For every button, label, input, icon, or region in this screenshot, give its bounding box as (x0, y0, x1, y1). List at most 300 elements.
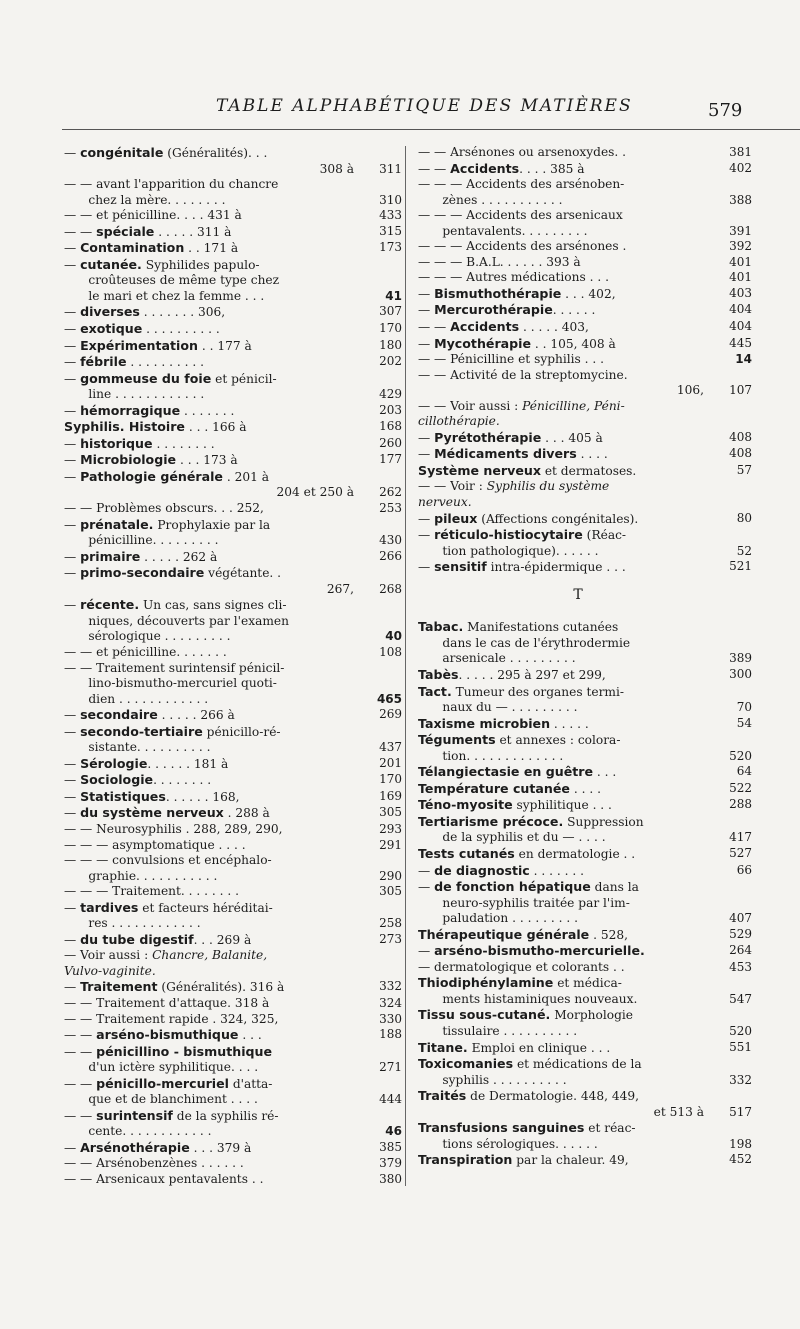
entry-heading: sensitif (434, 559, 487, 575)
entry-text (64, 1060, 258, 1074)
entry-text (64, 501, 264, 515)
entry-text (418, 224, 588, 238)
index-entry (418, 286, 752, 303)
entry-plain: — (418, 863, 435, 878)
entry-plain: — (64, 756, 81, 771)
entry-text (418, 287, 616, 301)
entry-plain: (Généralités). 316 à (157, 980, 285, 995)
page-ref: 305 (379, 884, 402, 899)
entry-plain: — — Activité de la streptomycine. (418, 367, 628, 382)
entry-heading: hémorragique (80, 402, 181, 418)
entry-plain: — (64, 708, 81, 723)
page-ref: 445 (729, 335, 752, 350)
entry-plain: . . . . 385 à (519, 161, 585, 176)
entry-plain: — (64, 241, 81, 256)
index-entry (64, 1012, 402, 1028)
entry-text (418, 1041, 610, 1055)
entry-text (64, 757, 228, 771)
entry-plain: syphilis . . . . . . . . . . (418, 1072, 567, 1087)
index-entry (418, 270, 752, 286)
entry-heading: Système nerveux (418, 462, 541, 478)
entry-italic: Vulvo-vaginite. (64, 963, 156, 978)
page-ref: 266 (379, 548, 402, 563)
entry-text (418, 815, 644, 829)
entry-text (64, 708, 235, 722)
page-ref: 392 (729, 239, 752, 254)
index-entry (64, 419, 402, 436)
page-ref: 202 (379, 354, 402, 369)
entry-plain: — — — Accidents des arsénones . (418, 239, 627, 254)
page-ref: 40 (385, 629, 402, 644)
entry-plain: . . . 269 à (193, 932, 252, 947)
entry-heading: secondaire (80, 707, 158, 723)
entry-text (418, 896, 630, 910)
index-entry (64, 789, 402, 806)
entry-plain: 204 et 250 à (276, 485, 354, 500)
entry-text (418, 560, 626, 574)
index-entry (64, 387, 402, 403)
page-ref: 288 (729, 797, 752, 812)
entry-text (418, 447, 608, 461)
entry-text (64, 453, 238, 467)
entry-plain: . . . 173 à (176, 453, 238, 468)
page-ref: 401 (729, 270, 752, 285)
page-ref: 330 (379, 1011, 402, 1026)
entry-heading: Sérologie (80, 755, 148, 771)
entry-plain: — (64, 598, 81, 613)
page-ref: 201 (379, 755, 402, 770)
entry-text (418, 765, 616, 779)
page-ref: 290 (379, 868, 402, 883)
entry-plain: — — — B.A.L. . . . . . 393 à (418, 254, 581, 269)
entry-plain: . . . . . . 181 à (147, 756, 229, 771)
index-entry (418, 846, 752, 863)
entry-heading: du tube digestif (80, 931, 194, 947)
entry-text (64, 355, 204, 369)
page-ref: 273 (379, 931, 402, 946)
entry-text (418, 193, 563, 207)
entry-heading: gommeuse du foie (80, 370, 212, 386)
entry-heading: pénicillino - bismuthique (96, 1043, 273, 1059)
entry-plain: . . . . . . . (529, 863, 585, 878)
entry-text (64, 533, 218, 547)
page-ref: 173 (379, 240, 402, 255)
entry-plain: croûteuses de même type chez (64, 273, 280, 288)
index-entry (418, 161, 752, 178)
page-ref: 310 (379, 192, 402, 207)
entry-heading: arséno-bismutho-mercurielle. (434, 943, 645, 959)
page-ref: 300 (729, 666, 752, 681)
entry-plain: — (64, 806, 81, 821)
entry-text (418, 880, 639, 894)
entry-text (64, 740, 211, 754)
page-ref: 70 (736, 700, 752, 715)
index-entry (418, 1007, 752, 1024)
page-ref: 293 (379, 821, 402, 836)
index-entry (418, 830, 752, 846)
entry-text (64, 162, 354, 176)
index-entry (64, 273, 402, 289)
entry-plain: — — (64, 224, 97, 239)
entry-text (418, 303, 595, 317)
index-entry (418, 700, 752, 716)
entry-text (418, 928, 628, 942)
entry-text (64, 692, 208, 706)
index-entry (64, 1092, 402, 1108)
index-entry (64, 1156, 402, 1172)
page-ref: 203 (379, 402, 402, 417)
index-entry (64, 533, 402, 549)
header-rule (62, 129, 800, 130)
page-ref: 385 (379, 1139, 402, 1154)
entry-text (418, 1121, 636, 1135)
entry-plain: — (64, 789, 81, 804)
entry-heading: Pyrétothérapie (434, 429, 542, 445)
entry-text (64, 225, 231, 239)
entry-text (64, 773, 211, 787)
entry-plain: . 288 à (223, 806, 270, 821)
entry-text (64, 645, 227, 659)
entry-heading: Syphilis. Histoire (64, 419, 185, 435)
index-entry (418, 302, 752, 319)
entry-heading: Statistiques (80, 788, 166, 804)
entry-plain: res . . . . . . . . . . . . (64, 916, 201, 931)
entry-text (64, 661, 284, 675)
index-entry (64, 321, 402, 338)
page-ref: 260 (379, 435, 402, 450)
entry-plain: . 528, (589, 927, 628, 942)
entry-plain: — (64, 469, 81, 484)
index-entry (64, 517, 402, 534)
entry-text (64, 518, 270, 532)
entry-heading: réticulo-histiocytaire (434, 527, 583, 543)
index-entry (64, 240, 402, 257)
page-ref: 380 (379, 1172, 402, 1186)
index-entry (418, 1073, 752, 1089)
entry-plain: — (64, 1140, 81, 1155)
entry-text (64, 629, 231, 643)
index-entry (64, 371, 402, 388)
entry-plain: — — Arsenicaux pentavalents . . (64, 1172, 264, 1186)
page-ref: 520 (729, 748, 752, 763)
entry-plain: — (64, 338, 81, 353)
index-entry (64, 853, 402, 869)
entry-plain: — (64, 549, 81, 564)
column-divider (405, 146, 406, 1186)
entry-plain: . . . . (569, 781, 601, 796)
entry-plain: — — avant l'apparition du chancre (64, 177, 279, 192)
entry-plain: — — — asymptomatique . . . . (64, 837, 246, 852)
entry-text (418, 464, 636, 478)
entry-text (418, 1008, 633, 1022)
entry-plain: naux du — . . . . . . . . . (418, 700, 578, 715)
entry-plain: . . . . . 403, (519, 320, 589, 335)
index-column-right (418, 145, 752, 1169)
index-entry (64, 916, 402, 932)
index-entry (418, 927, 752, 944)
entry-plain: — — Traitement surintensif pénicil- (64, 660, 285, 675)
entry-plain: Emploi en clinique . . . (467, 1040, 611, 1055)
index-entry (64, 224, 402, 241)
entry-text (418, 512, 638, 526)
page-ref: 66 (736, 862, 752, 877)
entry-plain: — (64, 257, 81, 272)
entry-plain: Prophylaxie par la (153, 517, 271, 532)
index-entry (418, 732, 752, 749)
entry-heading: tardives (80, 899, 139, 915)
index-entry (64, 869, 402, 885)
entry-text (418, 145, 626, 159)
entry-plain: — — Arsénones ou arsenoxydes. . (418, 145, 627, 159)
index-entry (64, 162, 402, 178)
index-entry (418, 336, 752, 353)
entry-heading: diverses (80, 304, 140, 320)
entry-italic: cillothérapie. (418, 414, 500, 429)
section-letter: T (573, 586, 583, 603)
index-entry (418, 911, 752, 927)
index-entry (418, 943, 752, 960)
index-column-left (64, 145, 402, 1188)
index-entry (418, 797, 752, 814)
entry-text (418, 1024, 577, 1038)
entry-heading: du système nerveux (80, 805, 224, 821)
index-entry (64, 614, 402, 630)
entry-heading: Tissu sous-cutané. (418, 1007, 551, 1023)
page-ref: 404 (729, 302, 752, 317)
entry-plain: — — (418, 320, 451, 335)
index-entry (418, 239, 752, 255)
entry-plain: . . . . . . 168, (165, 789, 240, 804)
entry-text (64, 933, 251, 947)
page-ref: 520 (729, 1023, 752, 1038)
entry-heading: de fonction hépatique (434, 879, 591, 895)
page-ref: 188 (379, 1027, 402, 1042)
entry-text (64, 948, 267, 962)
index-entry (418, 896, 752, 912)
page-ref: 180 (379, 337, 402, 352)
entry-plain: . . . . . 295 à 297 et 299, (458, 667, 606, 682)
entry-text (418, 911, 578, 925)
entry-text (418, 368, 628, 382)
index-entry (418, 463, 752, 480)
page-ref: 170 (379, 321, 402, 336)
entry-plain: intra-épidermique . . . (486, 560, 626, 575)
entry-plain: niques, découverts par l'examen (64, 613, 289, 628)
index-entry (418, 1152, 752, 1169)
index-entry (64, 805, 402, 822)
entry-italic: nerveux. (418, 495, 472, 510)
entry-italic: Pénicilline, Péni- (522, 398, 625, 413)
page-ref: 271 (379, 1060, 402, 1075)
entry-text (64, 305, 225, 319)
entry-text (418, 495, 472, 509)
index-entry (64, 403, 402, 420)
entry-plain: . . . (593, 765, 617, 780)
index-entry (64, 932, 402, 949)
entry-plain: (Généralités). . . (163, 146, 268, 160)
entry-heading: pénicillo-mercuriel (96, 1075, 229, 1091)
entry-heading: Transfusions sanguines (418, 1120, 585, 1136)
entry-text (418, 337, 616, 351)
page-ref: 452 (729, 1152, 752, 1167)
entry-plain: . . . . . . . . . . (142, 322, 220, 337)
entry-plain: — (64, 403, 81, 418)
entry-heading: Toxicomanies (418, 1056, 514, 1072)
entry-plain: dien . . . . . . . . . . . . (64, 691, 209, 706)
entry-plain: — (418, 528, 435, 543)
entry-plain: — — Voir aussi : (418, 398, 523, 413)
entry-plain: . . . 166 à (184, 420, 247, 435)
entry-text (64, 1124, 211, 1138)
page-ref: 262 (379, 485, 402, 500)
page-ref: 522 (729, 780, 752, 795)
index-entry (418, 177, 752, 193)
page-ref: 291 (379, 837, 402, 852)
entry-plain: cente. . . . . . . . . . . . (64, 1124, 212, 1139)
entry-text (418, 1105, 704, 1119)
index-entry (418, 479, 752, 495)
index-entry (418, 383, 752, 399)
entry-plain: . . 171 à (184, 241, 239, 256)
entry-plain: — — Problèmes obscurs. . . 252, (64, 501, 264, 516)
entry-plain: tion pathologique). . . . . . (418, 543, 599, 558)
index-entry (64, 1060, 402, 1076)
entry-heading: congénitale (80, 145, 164, 160)
entry-plain: — — — Accidents des arsénoben- (418, 177, 625, 192)
entry-heading: Tabès (418, 666, 459, 682)
entry-text (64, 273, 279, 287)
entry-text (418, 944, 645, 958)
entry-plain: — (418, 511, 435, 526)
entry-plain: — (64, 355, 81, 370)
entry-text (64, 725, 281, 739)
entry-plain: tions sérologiques. . . . . . (418, 1136, 598, 1151)
entry-heading: Taxisme microbien (418, 715, 551, 731)
entry-plain: — (64, 517, 81, 532)
entry-text (64, 322, 220, 336)
page-header (0, 96, 800, 126)
index-entry (64, 338, 402, 355)
entry-plain: en dermatologie . . (514, 846, 636, 861)
page-ref: 407 (729, 911, 752, 926)
entry-plain: . . . 379 à (189, 1140, 252, 1155)
index-entry (418, 544, 752, 560)
entry-text (418, 782, 601, 796)
index-entry (418, 208, 752, 224)
entry-plain: . . . . . . . (180, 403, 235, 418)
index-entry (64, 1076, 402, 1093)
entry-heading: pileux (434, 510, 478, 526)
entry-heading: Température cutanée (418, 780, 570, 796)
entry-plain: graphie. . . . . . . . . . . (64, 868, 218, 883)
entry-text (418, 320, 589, 334)
entry-heading: Mycothérapie (434, 335, 532, 351)
page-ref: 80 (736, 510, 752, 525)
index-entry (418, 414, 752, 430)
index-entry (418, 879, 752, 896)
entry-plain: pénicillo-ré- (202, 724, 281, 739)
entry-text (64, 822, 283, 836)
entry-text (418, 544, 599, 558)
entry-plain: — — Traitement d'attaque. 318 à (64, 995, 270, 1010)
entry-text (64, 550, 217, 564)
entry-text (64, 884, 239, 898)
index-entry (64, 676, 402, 692)
entry-plain: . . . . . . . . (152, 436, 215, 451)
entry-plain: — — Neurosyphilis . 288, 289, 290, (64, 821, 283, 836)
entry-plain: arsenicale . . . . . . . . . (418, 651, 576, 666)
index-entry (418, 1137, 752, 1153)
entry-plain: — Voir aussi : (64, 948, 153, 963)
entry-plain: le mari et chez la femme . . . (64, 288, 265, 303)
entry-plain: 106, (676, 383, 704, 398)
entry-plain: de la syphilis ré- (172, 1108, 279, 1123)
entry-plain: . . . 402, (561, 286, 616, 301)
entry-text (418, 414, 500, 428)
entry-plain: ments histaminiques nouveaux. (418, 991, 638, 1006)
entry-text (64, 980, 284, 994)
index-entry (418, 749, 752, 765)
index-entry (64, 597, 402, 614)
index-entry (418, 224, 752, 240)
entry-plain: — (418, 430, 435, 445)
page-ref: 269 (379, 707, 402, 722)
entry-heading: Sociologie (80, 772, 154, 788)
entry-plain: paludation . . . . . . . . . (418, 911, 578, 926)
index-entry (64, 469, 402, 486)
index-entry (418, 145, 752, 161)
page-ref: 388 (729, 192, 752, 207)
page-ref: 404 (729, 319, 752, 334)
entry-text (64, 177, 278, 191)
page-ref: 417 (729, 830, 752, 845)
entry-text (418, 798, 612, 812)
entry-text (64, 964, 156, 978)
entry-heading: prénatale. (80, 516, 154, 532)
page-ref: 433 (379, 208, 402, 223)
index-entry (64, 964, 402, 980)
entry-text (64, 1092, 258, 1106)
page-ref: 264 (729, 943, 752, 958)
entry-plain: 267, (326, 581, 354, 596)
entry-text (418, 992, 637, 1006)
page-ref: 46 (385, 1124, 402, 1139)
index-entry (64, 549, 402, 566)
entry-plain: pénicilline. . . . . . . . . (64, 533, 219, 548)
index-entry (418, 399, 752, 415)
index-entry (64, 145, 402, 162)
entry-heading: exotique (80, 321, 143, 337)
entry-plain: et médications de la (513, 1057, 642, 1072)
page-ref: 430 (379, 533, 402, 548)
entry-plain: . . . . . (550, 716, 589, 731)
page-ref: 170 (379, 772, 402, 787)
entry-heading: arséno-bismuthique (96, 1027, 239, 1043)
entry-plain: lino-bismutho-mercuriel quoti- (64, 676, 277, 691)
index-entry (64, 1044, 402, 1061)
entry-heading: Expérimentation (80, 337, 198, 353)
index-entry (64, 565, 402, 582)
entry-plain: — — — Accidents des arsenicaux (418, 208, 623, 223)
entry-plain: — — Pénicilline et syphilis . . . (418, 352, 605, 367)
entry-plain: — — et pénicilline. . . . 431 à (64, 208, 242, 223)
index-entry (64, 501, 402, 517)
index-entry (64, 948, 402, 964)
entry-heading: Traités (418, 1088, 467, 1104)
entry-plain: d'atta- (228, 1076, 273, 1091)
entry-plain: — — et pénicilline. . . . . . . (64, 644, 227, 659)
entry-text (418, 352, 604, 366)
